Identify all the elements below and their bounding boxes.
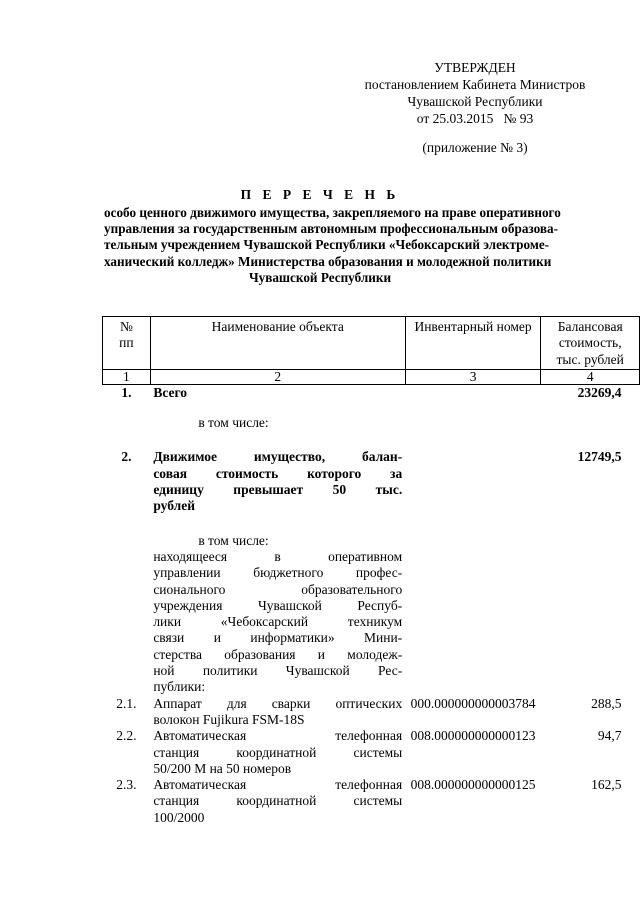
row-value: 162,5 [591, 777, 622, 793]
row-name: Автоматическая телефонная станция координатной системы 50/200 М на 50 номеров [153, 728, 403, 776]
row-name: Движимое имущество, балан- совая стоимость которого за единицу превышает 50 тыс. рублей [153, 449, 403, 514]
subtitle-line: ханический колледж» Министерства образования и молодежной политики [104, 253, 552, 269]
row-value: 23269,4 [577, 384, 622, 400]
row-value: 288,5 [591, 695, 622, 711]
approval-block [340, 59, 610, 156]
row-inventory: 008.000000000000125 [410, 777, 536, 793]
header-name: Наименование объекта [150, 317, 405, 370]
row-name: Автоматическая телефонная станция координатной системы 100/2000 [153, 777, 403, 825]
row-name: Всего [153, 384, 188, 400]
row-number: 2.1. [116, 695, 137, 711]
row-inventory: 008.000000000000123 [410, 728, 536, 744]
subtitle-line: управления за государственным автономным профессиональным образова- [104, 221, 559, 237]
document-title: П Е Р Е Ч Е Н Ь [240, 187, 400, 202]
row-value: 12749,5 [577, 449, 622, 465]
subtitle-line: тельным учреждением Чувашской Республики «Чебоксарский электроме- [104, 237, 550, 253]
row-inventory: 000.000000000003784 [410, 695, 536, 711]
table-row-including [103, 401, 640, 449]
table-row [103, 777, 640, 826]
approval-decree: постановлением Кабинета Министров [364, 77, 586, 92]
table-row [103, 728, 640, 777]
header-inventory: Инвентарный номер [405, 317, 541, 370]
approval-republic: Чувашской Республики [407, 94, 543, 109]
row-name: Аппарат для сварки оптических волокон Fujikura FSM-18S [153, 695, 403, 727]
appendix-label: (приложение № 3) [422, 140, 528, 155]
table-header-row [103, 317, 640, 370]
table-row-total [103, 384, 640, 401]
table-row-located [103, 549, 640, 696]
approval-date: от 25.03.2015 № 93 [416, 111, 534, 126]
column-number: 2 [150, 369, 405, 384]
including-label: в том числе: [198, 415, 269, 431]
approval-heading: УТВЕРЖДЕН [434, 60, 516, 75]
property-table [102, 316, 640, 826]
table-row-including [103, 515, 640, 549]
row-value: 94,7 [597, 728, 622, 744]
column-number-row [103, 369, 640, 384]
located-description: находящееся в оперативном управлении бюджетного профес- сионального образовательного учреждения Чувашской Респуб- лики «Чебоксарский техникум связи и информатики» Мини- стерства образования и молодеж- ной политики Чувашской Рес- публики: [153, 548, 403, 695]
header-num: № пп [103, 317, 151, 370]
column-number: 3 [405, 369, 541, 384]
row-number: 2. [121, 449, 132, 465]
header-cost: Балансовая стоимость, тыс. рублей [541, 317, 640, 370]
subtitle-line: особо ценного движимого имущества, закрепляемого на праве оперативного [104, 205, 561, 220]
column-number: 1 [103, 369, 151, 384]
document-subtitle [104, 205, 561, 286]
subtitle-line: Чувашской Республики [248, 269, 392, 285]
row-number: 2.2. [116, 728, 137, 744]
column-number: 4 [541, 369, 640, 384]
row-number: 2.3. [116, 777, 137, 793]
including-label: в том числе: [198, 532, 269, 548]
table-row [103, 696, 640, 729]
row-number: 1. [121, 384, 132, 400]
table-row-movable [103, 449, 640, 514]
